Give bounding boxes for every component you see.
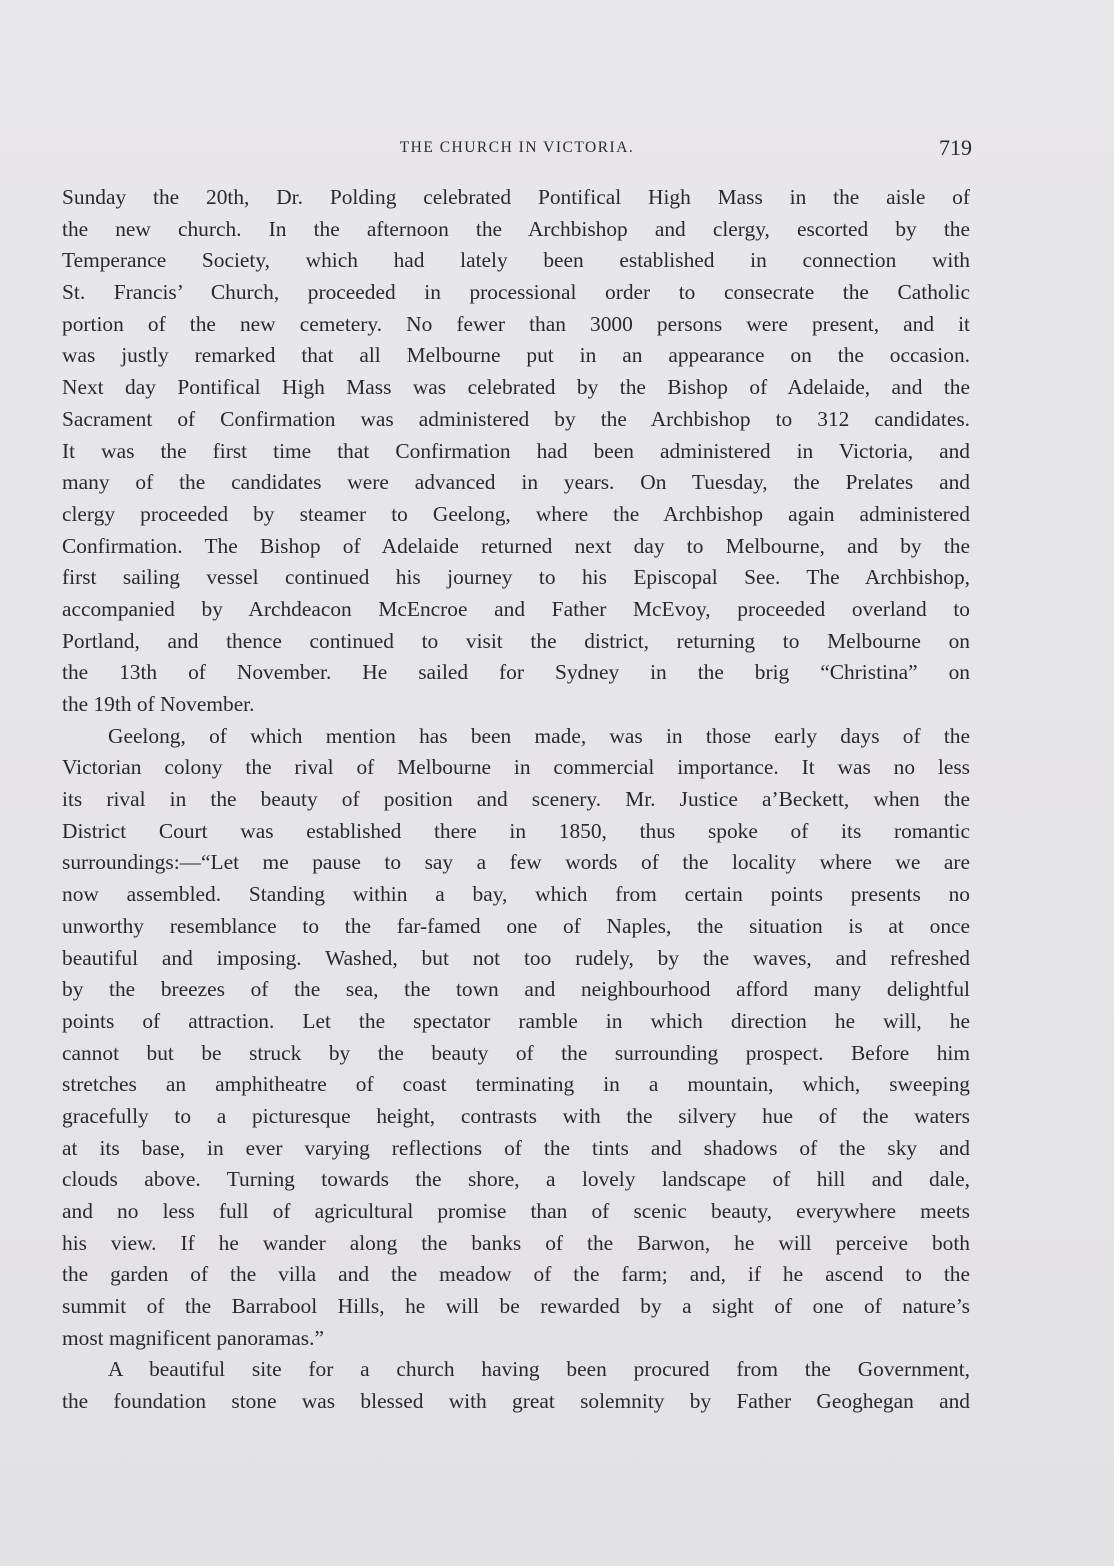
- text-line: beautiful and imposing. Washed, but not too rudely, by the waves, and refreshed: [62, 945, 970, 970]
- text-line: cannot but be struck by the beauty of the surrounding prospect. Before him: [62, 1040, 970, 1065]
- text-line: surroundings:—“Let me pause to say a few words of the locality where we are: [62, 850, 970, 875]
- text-line: clergy proceeded by steamer to Geelong, where the Archbishop again administered: [62, 501, 970, 526]
- text-line: now assembled. Standing within a bay, which from certain points presents no: [62, 882, 970, 907]
- text-line: Sacrament of Confirmation was administered by the Archbishop to 312 candidates.: [62, 406, 970, 431]
- text-line: the new church. In the afternoon the Archbishop and clergy, escorted by the: [62, 216, 970, 241]
- text-line: Sunday the 20th, Dr. Polding celebrated Pontifical High Mass in the aisle of: [62, 185, 970, 209]
- text-line: unworthy resemblance to the far-famed one of Naples, the situation is at once: [62, 913, 970, 938]
- running-title: THE CHURCH IN VICTORIA.: [399, 139, 635, 156]
- text-line: Confirmation. The Bishop of Adelaide returned next day to Melbourne, and by the: [62, 533, 970, 558]
- paragraph: [62, 721, 970, 1355]
- text-line: St. Francis’ Church, proceeded in processional order to consecrate the Catholic: [62, 280, 970, 305]
- text-line: accompanied by Archdeacon McEncroe and Father McEvoy, proceeded overland to: [62, 596, 970, 621]
- text-line: stretches an amphitheatre of coast terminating in a mountain, which, sweeping: [62, 1072, 970, 1097]
- text-line: the 19th of November.: [62, 692, 255, 716]
- text-line: and no less full of agricultural promise than of scenic beauty, everywhere meets: [62, 1199, 970, 1223]
- text-line: gracefully to a picturesque height, contrasts with the silvery hue of the waters: [62, 1103, 970, 1128]
- page-number: 719: [939, 135, 972, 160]
- text-line: A beautiful site for a church having been procured from the Government,: [108, 1357, 970, 1382]
- text-line: most magnificent panoramas.”: [62, 1325, 324, 1350]
- text-line: many of the candidates were advanced in years. On Tuesday, the Prelates and: [62, 470, 970, 495]
- text-line: its rival in the beauty of position and scenery. Mr. Justice a’Beckett, when the: [62, 787, 970, 812]
- paragraph: [62, 1354, 970, 1417]
- text-line: District Court was established there in 1850, thus spoke of its romantic: [62, 818, 970, 843]
- text-line: Victorian colony the rival of Melbourne in commercial importance. It was no less: [62, 755, 970, 780]
- text-line: points of attraction. Let the spectator ramble in which direction he will, he: [62, 1008, 970, 1033]
- body-text: [62, 182, 970, 1418]
- text-line: the garden of the villa and the meadow of the farm; and, if he ascend to the: [62, 1262, 970, 1287]
- text-line: It was the first time that Confirmation had been administered in Victoria, and: [62, 438, 970, 463]
- text-line: by the breezes of the sea, the town and neighbourhood afford many delightful: [62, 977, 970, 1002]
- text-line: Geelong, of which mention has been made, was in those early days of the: [108, 723, 970, 748]
- text-line: the 13th of November. He sailed for Sydney in the brig “Christina” on: [62, 660, 970, 685]
- text-line: his view. If he wander along the banks of the Barwon, he will perceive both: [62, 1230, 970, 1255]
- text-line: at its base, in ever varying reflections of the tints and shadows of the sky and: [62, 1135, 970, 1160]
- text-line: Next day Pontifical High Mass was celebrated by the Bishop of Adelaide, and the: [62, 375, 970, 400]
- text-line: the foundation stone was blessed with great solemnity by Father Geoghegan and: [62, 1389, 970, 1414]
- text-line: was justly remarked that all Melbourne put in an appearance on the occasion.: [62, 343, 970, 368]
- text-line: clouds above. Turning towards the shore, a lovely landscape of hill and dale,: [62, 1167, 970, 1192]
- text-line: Portland, and thence continued to visit the district, returning to Melbourne on: [62, 628, 970, 653]
- running-head: [62, 133, 972, 163]
- text-line: Temperance Society, which had lately been established in connection with: [62, 248, 970, 273]
- paragraph: [62, 182, 970, 721]
- text-line: first sailing vessel continued his journey to his Episcopal See. The Archbishop,: [62, 565, 970, 590]
- text-line: portion of the new cemetery. No fewer than 3000 persons were present, and it: [62, 311, 970, 336]
- text-line: summit of the Barrabool Hills, he will be rewarded by a sight of one of nature’s: [62, 1294, 970, 1319]
